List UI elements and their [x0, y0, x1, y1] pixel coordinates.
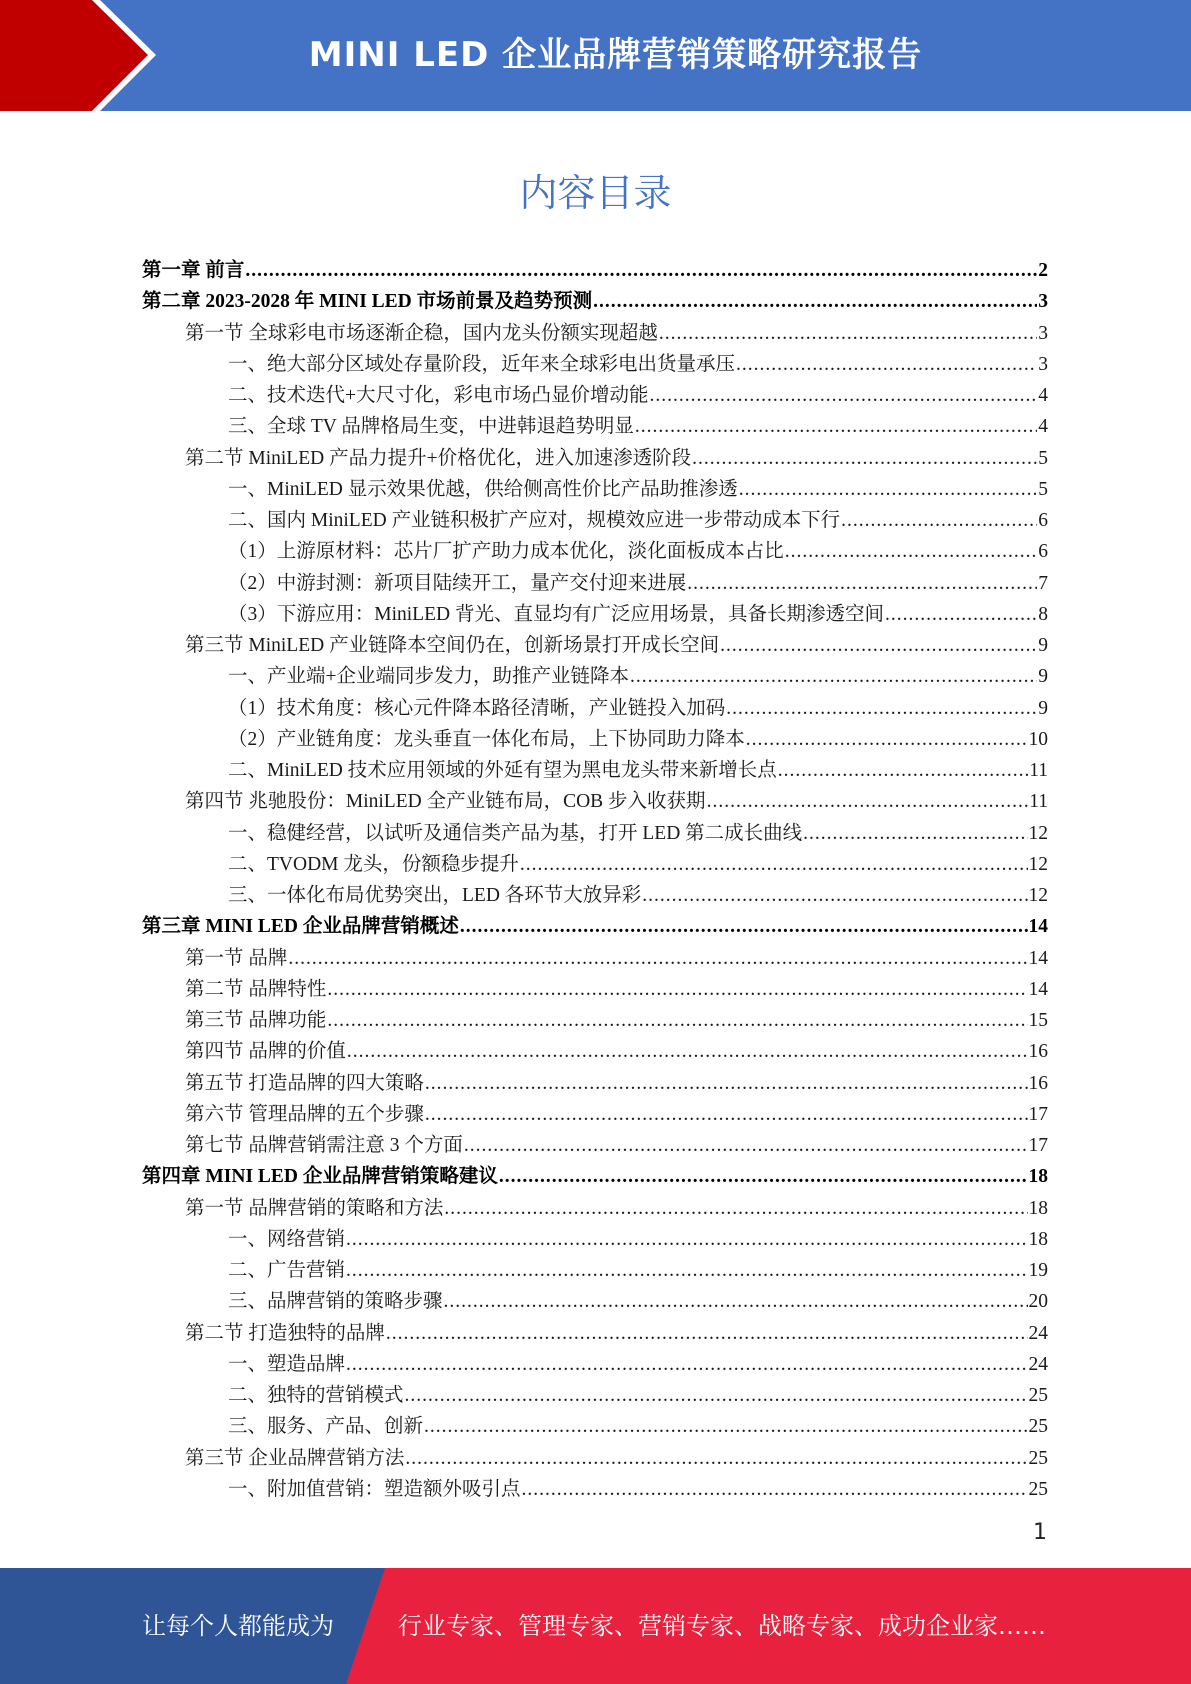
toc-entry-title: 一、稳健经营，以试听及通信类产品为基，打开 LED 第二成长曲线 [228, 822, 803, 844]
toc-entry-title: 第四节 品牌的价值 [185, 1041, 346, 1063]
toc-entry-title: （1）上游原材料：芯片厂扩产助力成本优化，淡化面板成本占比 [228, 541, 784, 563]
toc-leader-dots [425, 1073, 1028, 1095]
toc-entry[interactable] [142, 1317, 1048, 1348]
toc-entry[interactable] [142, 1035, 1048, 1066]
toc-leader-dots [803, 823, 1027, 845]
toc-entry-page: 3 [1038, 353, 1048, 375]
footer-slogan-right: 行业专家、管理专家、营销专家、战略专家、成功企业家…… [398, 1612, 1046, 1640]
toc-leader-dots [405, 1448, 1027, 1470]
toc-entry-title: （1）技术角度：核心元件降本路径清晰，产业链投入加码 [228, 697, 726, 719]
page-header [0, 0, 1191, 111]
toc-entry-page: 25 [1028, 1416, 1048, 1438]
toc-entry[interactable] [142, 1067, 1048, 1098]
toc-entry-title: 二、MiniLED 技术应用领域的外延有望为黑电龙头带来新增长点 [228, 760, 777, 781]
toc-entry-page: 9 [1038, 697, 1048, 719]
toc-leader-dots [778, 760, 1029, 782]
toc-leader-dots [346, 1354, 1027, 1376]
toc-entry-title: （3）下游应用：MiniLED 背光、直显均有广泛应用场景，具备长期渗透空间 [228, 603, 884, 625]
toc-entry[interactable] [142, 1223, 1048, 1254]
toc-entry-page: 17 [1028, 1103, 1048, 1125]
toc-leader-dots [464, 1135, 1028, 1157]
toc-entry-page: 9 [1038, 666, 1048, 688]
toc-entry-page: 12 [1028, 853, 1048, 875]
toc-entry-title: 第七节 品牌营销需注意 3 个方面 [185, 1135, 463, 1156]
toc-leader-dots [424, 1416, 1027, 1438]
toc-entry-page: 10 [1028, 728, 1048, 750]
toc-leader-dots [739, 479, 1038, 501]
toc-entry-title: 一、绝大部分区域处存量阶段，近年来全球彩电出货量承压 [228, 353, 736, 375]
toc-entry-title: 二、独特的营销模式 [228, 1385, 404, 1406]
toc-leader-dots [444, 1198, 1027, 1220]
toc-entry-page: 16 [1028, 1041, 1048, 1063]
toc-leader-dots [785, 541, 1037, 563]
toc-entry[interactable] [142, 629, 1048, 660]
toc-entry-title: 第二章 2023-2028 年 MINI LED 市场前景及趋势预测 [142, 291, 593, 313]
toc-leader-dots [245, 260, 1037, 282]
toc-leader-dots [726, 698, 1037, 720]
toc-entry[interactable] [142, 1410, 1048, 1441]
toc-entry[interactable] [142, 1160, 1048, 1191]
toc-entry-page: 14 [1028, 947, 1048, 969]
toc-entry-title: 第一节 品牌 [185, 947, 288, 969]
toc-entry-title: 二、TVODM 龙头，份额稳步提升 [228, 853, 519, 875]
toc-entry[interactable] [142, 1129, 1048, 1160]
toc-entry[interactable] [142, 1442, 1048, 1473]
toc-entry-page: 17 [1028, 1135, 1048, 1156]
toc-entry-page: 3 [1038, 291, 1048, 313]
toc-leader-dots [425, 1104, 1028, 1126]
report-title: MINI LED 企业品牌营销策略研究报告 [308, 35, 923, 75]
toc-entry-page: 3 [1038, 322, 1048, 344]
toc-entry-page: 20 [1028, 1291, 1048, 1313]
toc-entry-title: 第三节 企业品牌营销方法 [185, 1447, 405, 1469]
toc-entry[interactable] [142, 317, 1048, 348]
toc-leader-dots [707, 791, 1029, 813]
toc-leader-dots [346, 1260, 1027, 1282]
toc-entry[interactable] [142, 1004, 1048, 1035]
toc-leader-dots [405, 1385, 1028, 1407]
toc-leader-dots [520, 854, 1028, 876]
toc-entry[interactable] [142, 973, 1048, 1004]
toc-entry[interactable] [142, 1285, 1048, 1316]
toc-entry-title: 二、技术迭代+大尺寸化，彩电市场凸显价增动能 [228, 385, 649, 406]
toc-entry-page: 12 [1028, 822, 1048, 844]
toc-leader-dots [522, 1479, 1028, 1501]
toc-entry-title: 第三章 MINI LED 企业品牌营销概述 [142, 916, 459, 938]
toc-entry-page: 16 [1028, 1072, 1048, 1094]
toc-entry-title: 三、服务、产品、创新 [228, 1416, 424, 1438]
toc-leader-dots [499, 1166, 1028, 1188]
toc-leader-dots [327, 979, 1027, 1001]
toc-leader-dots [635, 416, 1037, 438]
toc-entry[interactable] [142, 942, 1048, 973]
toc-leader-dots [460, 916, 1028, 938]
toc-entry[interactable] [142, 1192, 1048, 1223]
toc-leader-dots [642, 885, 1027, 907]
toc-entry[interactable] [142, 1348, 1048, 1379]
toc-entry-title: 第三节 品牌功能 [185, 1010, 327, 1031]
toc-entry[interactable] [142, 754, 1048, 785]
toc-entry[interactable] [142, 379, 1048, 410]
toc-entry-title: 第一节 全球彩电市场逐渐企稳，国内龙头份额实现超越 [185, 322, 658, 344]
toc-entry-page: 18 [1028, 1197, 1048, 1219]
toc-leader-dots [687, 573, 1037, 595]
toc-leader-dots [347, 1041, 1028, 1063]
toc-entry-page: 24 [1028, 1322, 1048, 1344]
toc-entry-page: 4 [1038, 416, 1048, 438]
toc-entry-title: 第一节 品牌营销的策略和方法 [185, 1197, 444, 1219]
toc-entry-page: 25 [1028, 1478, 1048, 1500]
toc-entry-title: 一、产业端+企业端同步发力，助推产业链降本 [228, 666, 629, 688]
toc-entry[interactable] [142, 348, 1048, 379]
toc-entry[interactable] [142, 1379, 1048, 1410]
toc-entry-page: 11 [1029, 760, 1048, 781]
toc-leader-dots [444, 1291, 1028, 1313]
toc-entry[interactable] [142, 1098, 1048, 1129]
toc-entry-title: （2）产业链角度：龙头垂直一体化布局，上下协同助力降本 [228, 728, 745, 750]
toc-entry[interactable] [142, 473, 1048, 504]
toc-entry-title: 一、网络营销 [228, 1228, 346, 1250]
toc-entry-title: 第三节 MiniLED 产业链降本空间仍在，创新场景打开成长空间 [185, 635, 720, 656]
toc-entry-page: 15 [1028, 1010, 1048, 1031]
toc-leader-dots [593, 291, 1037, 313]
toc-leader-dots [288, 948, 1027, 970]
toc-leader-dots [386, 1323, 1028, 1345]
footer-slogan-left: 让每个人都能成为 [142, 1612, 334, 1640]
toc-entry-page: 5 [1038, 447, 1048, 469]
toc-entry-title: 第二节 打造独特的品牌 [185, 1322, 385, 1344]
toc-entry[interactable] [142, 254, 1048, 285]
toc-entry[interactable] [142, 785, 1048, 816]
toc-entry-page: 8 [1038, 603, 1048, 625]
toc-leader-dots [630, 666, 1037, 688]
toc-entry[interactable] [142, 598, 1048, 629]
toc-entry[interactable] [142, 1473, 1048, 1504]
toc-entry[interactable] [142, 910, 1048, 941]
toc-entry-title: 一、塑造品牌 [228, 1353, 346, 1375]
table-of-contents [142, 254, 1048, 1504]
toc-leader-dots [650, 385, 1038, 407]
toc-entry-title: 第五节 打造品牌的四大策略 [185, 1072, 424, 1094]
toc-entry-title: 一、MiniLED 显示效果优越，供给侧高性价比产品助推渗透 [228, 478, 738, 500]
toc-entry-title: 第四节 兆驰股份：MiniLED 全产业链布局，COB 步入收获期 [185, 791, 706, 813]
toc-entry-page: 25 [1028, 1385, 1048, 1406]
toc-entry-page: 7 [1038, 572, 1048, 594]
toc-leader-dots [659, 323, 1037, 345]
toc-leader-dots [736, 354, 1037, 376]
toc-heading: 内容目录 [519, 171, 672, 215]
toc-entry[interactable] [142, 442, 1048, 473]
toc-entry-page: 12 [1028, 885, 1048, 906]
toc-entry-title: 三、一体化布局优势突出，LED 各环节大放异彩 [228, 885, 642, 906]
toc-entry[interactable] [142, 817, 1048, 848]
toc-leader-dots [327, 1010, 1027, 1032]
toc-entry-page: 14 [1028, 916, 1048, 938]
toc-entry-page: 19 [1028, 1260, 1048, 1281]
toc-entry-page: 9 [1038, 635, 1048, 656]
toc-entry-page: 11 [1029, 791, 1048, 813]
toc-entry-page: 18 [1028, 1166, 1048, 1188]
toc-entry-page: 14 [1028, 978, 1048, 1000]
toc-entry[interactable] [142, 848, 1048, 879]
toc-entry-title: 三、全球 TV 品牌格局生变，中进韩退趋势明显 [228, 416, 634, 438]
toc-leader-dots [841, 510, 1037, 532]
toc-entry-title: 第一章 前言 [142, 260, 245, 281]
toc-entry-page: 6 [1038, 541, 1048, 563]
toc-entry-page: 5 [1038, 478, 1048, 500]
toc-leader-dots [692, 448, 1037, 470]
toc-entry-title: 第四章 MINI LED 企业品牌营销策略建议 [142, 1166, 498, 1188]
toc-entry[interactable] [142, 567, 1048, 598]
toc-entry-title: 第六节 管理品牌的五个步骤 [185, 1103, 424, 1125]
toc-entry-title: 第二节 MiniLED 产品力提升+价格优化，进入加速渗透阶段 [185, 447, 692, 469]
toc-entry-page: 6 [1038, 510, 1048, 531]
toc-entry-page: 24 [1028, 1353, 1048, 1375]
toc-entry-title: 二、国内 MiniLED 产业链积极扩产应对，规模效应进一步带动成本下行 [228, 510, 841, 531]
toc-entry[interactable] [142, 692, 1048, 723]
toc-entry[interactable] [142, 660, 1048, 691]
toc-entry-title: （2）中游封测：新项目陆续开工，量产交付迎来进展 [228, 572, 687, 594]
toc-entry-page: 25 [1028, 1447, 1048, 1469]
toc-entry-page: 4 [1038, 385, 1048, 406]
toc-leader-dots [346, 1229, 1027, 1251]
page-number: 1 [1033, 1520, 1047, 1545]
toc-entry-page: 18 [1028, 1228, 1048, 1250]
toc-entry[interactable] [142, 1254, 1048, 1285]
toc-entry[interactable] [142, 535, 1048, 566]
toc-entry[interactable] [142, 879, 1048, 910]
toc-entry-title: 三、品牌营销的策略步骤 [228, 1291, 443, 1313]
toc-entry[interactable] [142, 410, 1048, 441]
toc-entry-title: 第二节 品牌特性 [185, 978, 327, 1000]
toc-entry-page: 2 [1038, 260, 1048, 281]
toc-leader-dots [885, 604, 1037, 626]
toc-entry[interactable] [142, 504, 1048, 535]
toc-entry[interactable] [142, 723, 1048, 754]
toc-leader-dots [720, 635, 1037, 657]
page-footer [0, 1568, 1191, 1684]
toc-entry-title: 二、广告营销 [228, 1260, 346, 1281]
toc-entry-title: 一、附加值营销：塑造额外吸引点 [228, 1478, 521, 1500]
toc-leader-dots [746, 729, 1028, 751]
toc-entry[interactable] [142, 285, 1048, 316]
